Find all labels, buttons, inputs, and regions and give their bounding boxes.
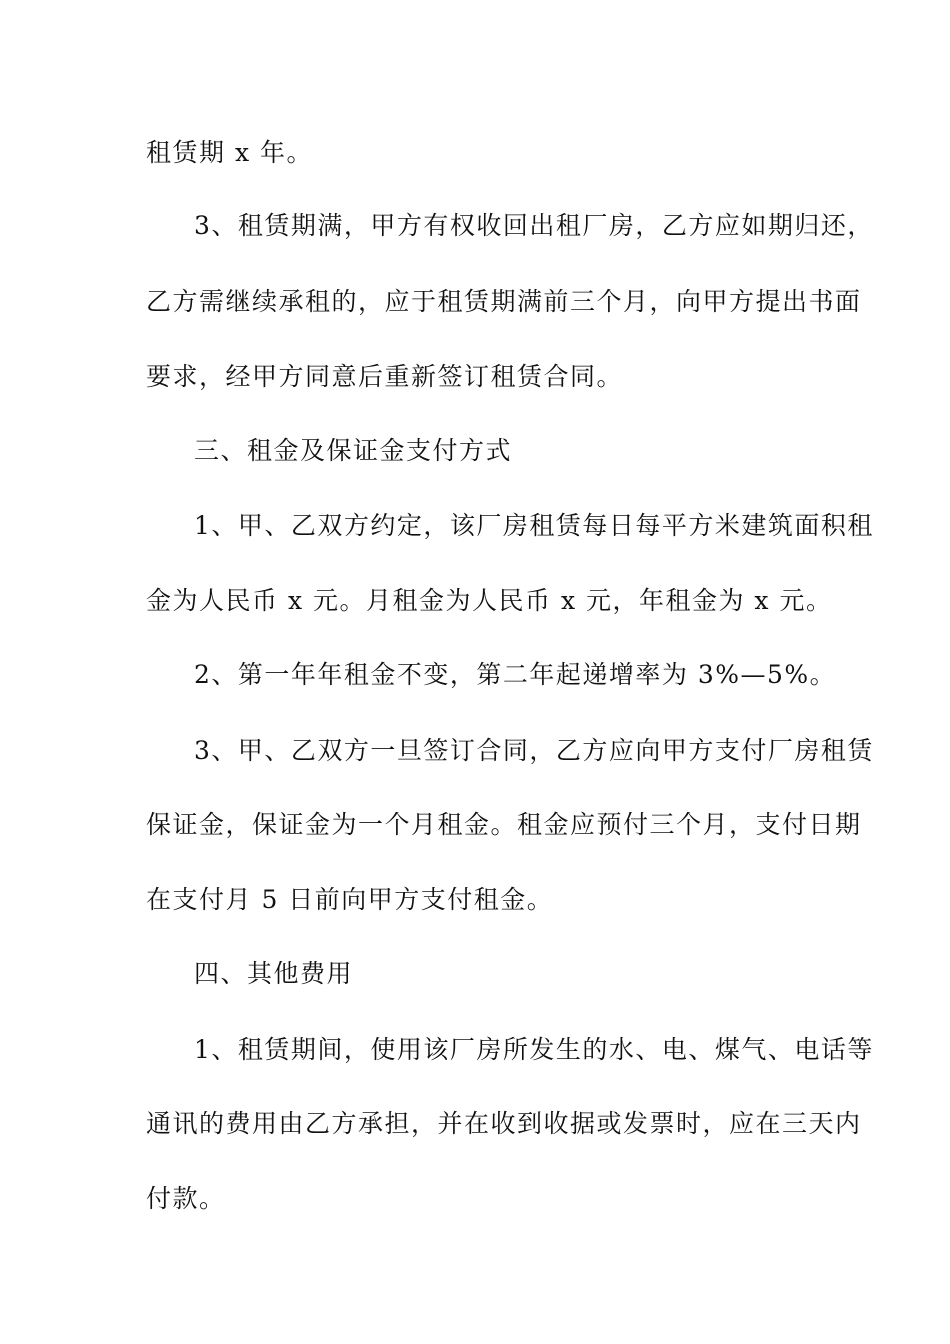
text-line-1: 租赁期 x 年。 (146, 138, 313, 167)
text-line-11: 在支付月 5 日前向甲方支付租金。 (146, 885, 554, 914)
section-heading-3: 三、租金及保证金支付方式 (194, 436, 513, 465)
text-line-15: 付款。 (146, 1184, 226, 1213)
section-heading-4: 四、其他费用 (194, 959, 354, 988)
text-line-2: 3、租赁期满，甲方有权收回出租厂房，乙方应如期归还， (194, 211, 874, 240)
text-line-9: 3、甲、乙双方一旦签订合同，乙方应向甲方支付厂房租赁 (194, 736, 874, 765)
text-line-4: 要求，经甲方同意后重新签订租赁合同。 (146, 362, 624, 391)
text-line-10: 保证金，保证金为一个月租金。租金应预付三个月，支付日期 (146, 810, 862, 839)
text-line-7: 金为人民币 x 元。月租金为人民币 x 元，年租金为 x 元。 (146, 586, 833, 615)
text-line-14: 通讯的费用由乙方承担，并在收到收据或发票时，应在三天内 (146, 1109, 862, 1138)
text-line-13: 1、租赁期间，使用该厂房所发生的水、电、煤气、电话等 (194, 1035, 874, 1064)
text-line-8: 2、第一年年租金不变，第二年起递增率为 3%—5%。 (194, 660, 837, 689)
text-line-6: 1、甲、乙双方约定，该厂房租赁每日每平方米建筑面积租 (194, 511, 874, 540)
text-line-3: 乙方需继续承租的，应于租赁期满前三个月，向甲方提出书面 (146, 287, 862, 316)
